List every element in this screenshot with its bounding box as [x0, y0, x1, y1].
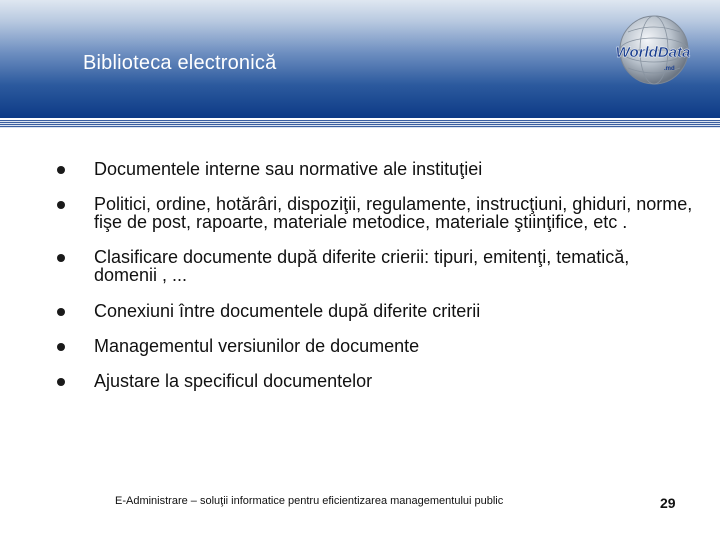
bullet-text: Conexiuni între documentele după diferite criterii [94, 301, 481, 321]
slide-title: Biblioteca electronică [83, 52, 277, 74]
bullet-item [56, 248, 696, 284]
bullet-text: Clasificare documente după diferite crierii: tipuri, emitenţi, tematică, domenii , ... [94, 247, 630, 285]
bullet-text: Ajustare la specificul documentelor [94, 371, 373, 391]
logo-wordmark: WorldData [615, 44, 691, 61]
bullet-item [56, 195, 696, 231]
bullet-list [56, 160, 696, 390]
bullet-text: Managementul versiunilor de documente [94, 336, 420, 356]
bullet-dot-icon [57, 254, 65, 262]
slide-header [0, 0, 720, 118]
header-stripe [0, 120, 720, 128]
bullet-text: Documentele interne sau normative ale instituţiei [94, 159, 483, 179]
bullet-dot-icon [57, 343, 65, 351]
bullet-item [56, 160, 696, 178]
page-number: 29 [660, 495, 676, 511]
bullet-item [56, 372, 696, 390]
bullet-dot-icon [57, 201, 65, 209]
bullet-dot-icon [57, 166, 65, 174]
bullet-item [56, 337, 696, 355]
bullet-dot-icon [57, 378, 65, 386]
bullet-text: Politici, ordine, hotărâri, dispoziţii, regulamente, instrucţiuni, ghiduri, norme, fişe de post, rapoarte, materiale metodice, materiale ştiinţifice, etc . [94, 194, 693, 232]
bullet-item [56, 302, 696, 320]
worlddata-logo [606, 10, 698, 94]
logo-subtext: .md [664, 66, 675, 72]
bullet-dot-icon [57, 308, 65, 316]
footer-caption: E-Administrare – soluţii informatice pentru eficientizarea managementului public [115, 495, 504, 507]
